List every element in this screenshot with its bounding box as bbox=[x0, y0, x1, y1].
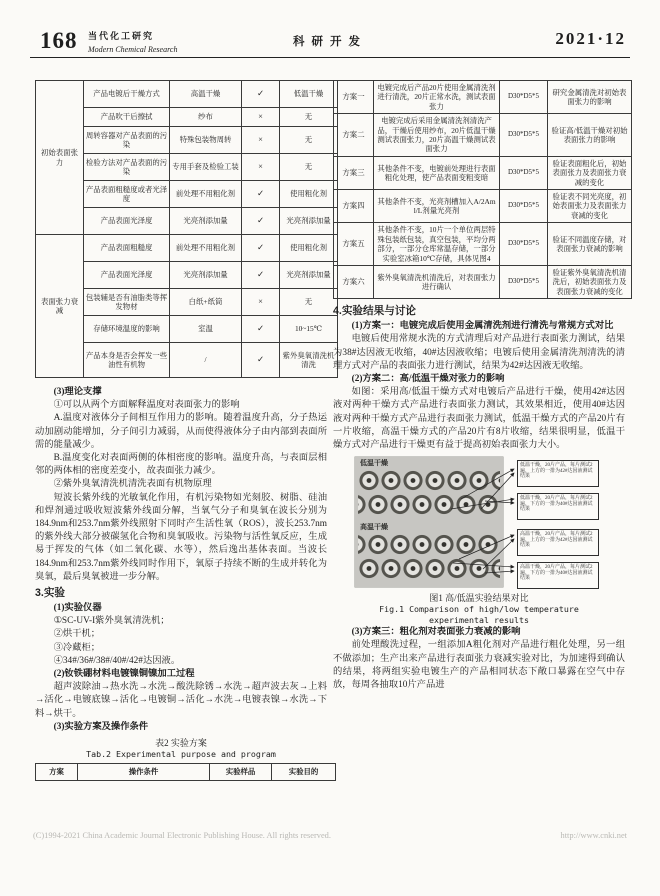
instrument-item: ①SC-UV-I紫外臭氧清洗机； bbox=[53, 616, 170, 627]
plan-cell: 方案二 bbox=[334, 114, 374, 157]
experiment-sub3: (3)实验方案及操作条件 bbox=[53, 721, 149, 732]
low-temp-panel bbox=[355, 457, 503, 521]
theory-heading: (3)理论支撑 bbox=[53, 387, 102, 397]
experiment-sub2: (2)钕铁硼材料电镀镍铜镍加工过程 bbox=[53, 669, 195, 680]
mark-cell: ✓ bbox=[242, 316, 280, 343]
purpose-cell: 研究金属清洗对初始表面张力的影响 bbox=[548, 81, 632, 114]
figure1-caption-cn: 图1 高/低温实验结果对比 bbox=[429, 593, 529, 604]
condition-cell: 特殊包装物周转 bbox=[170, 127, 242, 154]
copyright-text: (C)1994-2021 China Academic Journal Electronic Publishing House. All rights reserved. bbox=[33, 831, 331, 840]
table-row bbox=[334, 190, 632, 223]
item-cell: 产品电镀后干燥方式 bbox=[84, 81, 170, 108]
section-4-heading: 4.实验结果与讨论 bbox=[333, 305, 416, 318]
mark-cell: ✓ bbox=[242, 262, 280, 289]
header-cell: 实验样品 bbox=[210, 764, 272, 781]
purpose-cell: 验证紫外臭氧清洗机清洗后，初始表面张力及表面张力衰减的变化 bbox=[548, 265, 632, 298]
results-para2: 如图：采用高/低温干燥方式对电镀后产品进行干燥，使用42#达因液对两种干燥方式产品进行表面张力测试，其效果相近，使用40#达因液对两种干燥方式产品进行表面张力测试，低温干燥方式的产品20片有一片收缩，高温干燥方式的产品20片有8片收缩，结果很明显，低温干燥方式对产品进行干燥更有益于提高初始表面张力大小。 bbox=[333, 387, 625, 450]
alt-cell: 光亮剂添加量 bbox=[280, 208, 338, 235]
surface-tension-factors-table bbox=[35, 80, 338, 378]
mark-cell: × bbox=[242, 154, 280, 181]
operation-cell: 电镀完成后采用金属清洗剂清洗产品，干燥后使用纱布，20片低温干燥测试表面张力，20片高温干燥测试表面张力 bbox=[374, 114, 500, 157]
callout-box: 低温干燥，20片产品，每片测试2遍，上方的一排为42#达因液测试结果 bbox=[517, 460, 599, 487]
theory-para-b: B.温度变化对表面两侧的体相密度的影响。温度升高，与表面层相邻的两体相的密度差变小，故表面张力减少。 bbox=[35, 453, 327, 477]
issue-label: 2021·12 bbox=[555, 29, 626, 48]
sample-cell: D30*D5*5 bbox=[500, 223, 548, 266]
sample-cell: D30*D5*5 bbox=[500, 156, 548, 189]
section-3-heading: 3.实验 bbox=[35, 587, 66, 600]
figure-photo bbox=[355, 457, 503, 587]
item-cell: 产品表面光泽度 bbox=[84, 262, 170, 289]
left-column bbox=[35, 80, 335, 781]
results-sub3: (3)方案三：粗化剂对表面张力衰减的影响 bbox=[351, 627, 521, 638]
results-para3: 前处理酸洗过程，一组添加A粗化剂对产品进行粗化处理，另一组不做添加；生产出来产品进行表面张力衰减实验对比，为加速得到确认的结果，将两组实验电镀生产的产品相同状态下敞口暴露在空气中存放，每周各抽取10片产品进 bbox=[333, 640, 625, 690]
sample-cell: D30*D5*5 bbox=[500, 265, 548, 298]
alt-cell: 光亮剂添加量 bbox=[280, 262, 338, 289]
purpose-cell: 验证表不同光亮度，初始表面张力及表面张力衰减的变化 bbox=[548, 190, 632, 223]
theory-para-a: A.温度对液体分子间相互作用力的影响。随着温度升高，分子热运动加剧动能增加，分子间引力减弱，从而使得液体分子由内部到表面所需的能量减少。 bbox=[35, 413, 327, 450]
page-number: 168 bbox=[40, 28, 78, 53]
mark-cell: ✓ bbox=[242, 81, 280, 108]
mark-cell: ✓ bbox=[242, 343, 280, 378]
mark-cell: × bbox=[242, 108, 280, 127]
item-cell: 产品本身是否会挥发一些油性有机物 bbox=[84, 343, 170, 378]
table2-header bbox=[35, 763, 336, 781]
magnet-ring-row bbox=[358, 533, 500, 556]
group-label-cell: 表面张力衰减 bbox=[36, 235, 84, 378]
group-label-cell: 初始表面张力 bbox=[36, 81, 84, 235]
instrument-item: ④34#/36#/38#/40#/42#达因液。 bbox=[53, 655, 181, 666]
experiment-plan-table bbox=[333, 80, 632, 299]
magnet-ring-row bbox=[358, 469, 500, 492]
operation-cell: 其他条件不变，电镀前处理进行表面粗化处理，使产品表面变粗变暗 bbox=[374, 156, 500, 189]
alt-cell: 无 bbox=[280, 154, 338, 181]
table2-caption-en: Tab.2 Experimental purpose and program bbox=[86, 749, 276, 760]
plan-cell: 方案五 bbox=[334, 223, 374, 266]
table-row bbox=[334, 223, 632, 266]
purpose-cell: 验证不同温度存储，对表面张力衰减的影响 bbox=[548, 223, 632, 266]
item-cell: 包装辅是否有油脂类等挥发物材 bbox=[84, 289, 170, 316]
experiment-sub1: (1)实验仪器 bbox=[53, 603, 102, 614]
condition-cell: 光亮剂添加量 bbox=[170, 262, 242, 289]
figure1-caption-en: Fig.1 Comparison of high/low temperature bbox=[379, 604, 579, 615]
operation-cell: 其他条件不变，10片一个单位两层特殊包装纸包装，真空包装，平均分两部分，一部分仓库常温存储，一部分实验室冰箱10℃存储，具体见图4 bbox=[374, 223, 500, 266]
callout-box: 高温干燥，20片产品，每片测试2遍，上方的一排为42#达因液测试结果 bbox=[517, 529, 599, 556]
page-footer bbox=[33, 831, 627, 841]
mark-cell: ✓ bbox=[242, 235, 280, 262]
condition-cell: 纱布 bbox=[170, 108, 242, 127]
table-header-row bbox=[36, 764, 336, 781]
sample-cell: D30*D5*5 bbox=[500, 190, 548, 223]
alt-cell: 使用粗化剂 bbox=[280, 181, 338, 208]
operation-cell: 电镀完成后产品20片使用金属清洗剂进行清洗，20片正常水洗，测试表面张力 bbox=[374, 81, 500, 114]
plan-cell: 方案一 bbox=[334, 81, 374, 114]
table-row bbox=[334, 156, 632, 189]
item-cell: 存储环境温度的影响 bbox=[84, 316, 170, 343]
condition-cell: 前处理不用粗化剂 bbox=[170, 235, 242, 262]
plan-cell: 方案三 bbox=[334, 156, 374, 189]
table-row bbox=[36, 235, 338, 262]
results-sub2: (2)方案二：高/低温干燥对张力的影响 bbox=[351, 373, 505, 384]
header-cell: 实验目的 bbox=[272, 764, 336, 781]
section-label: 科研开发 bbox=[293, 36, 367, 48]
alt-cell: 低温干燥 bbox=[280, 81, 338, 108]
results-sub1: (1)方案一：电镀完成后使用金属清洗剂进行清洗与常规方式对比 bbox=[351, 321, 614, 332]
journal-name-cn: 当代化工研究 bbox=[88, 31, 155, 41]
table-row bbox=[334, 81, 632, 114]
item-cell: 产品表面粗糙度或者光泽度 bbox=[84, 181, 170, 208]
callout-box: 高温干燥，20片产品，每片测试2遍，下方的一排为40#达因液测试结果 bbox=[517, 562, 599, 589]
sample-cell: D30*D5*5 bbox=[500, 114, 548, 157]
magnet-ring-row bbox=[358, 557, 500, 580]
right-column bbox=[333, 80, 628, 692]
table-row bbox=[334, 265, 632, 298]
theory-point-2: ②紫外臭氧清洗机清洗表面有机物原理 bbox=[53, 479, 212, 490]
callout-box: 低温干燥，20片产品，每片测试2遍，下方的一排为40#达因液测试结果 bbox=[517, 493, 599, 520]
item-cell: 产品吹干后擦拭 bbox=[84, 108, 170, 127]
condition-cell: 前处理不用粗化剂 bbox=[170, 181, 242, 208]
table2-caption-cn: 表2 实验方案 bbox=[155, 738, 207, 749]
condition-cell: 专用手套及检验工装 bbox=[170, 154, 242, 181]
purpose-cell: 验证表面粗化后，初始表面张力及表面张力衰减的变化 bbox=[548, 156, 632, 189]
alt-cell: 无 bbox=[280, 108, 338, 127]
high-temp-panel bbox=[355, 521, 503, 585]
condition-cell: 光亮剂添加量 bbox=[170, 208, 242, 235]
alt-cell: 无 bbox=[280, 289, 338, 316]
theory-para-uv: 短波长紫外线的光敏氧化作用，有机污染物如光刻胶、树脂、硅油和焊剂通过吸收短波紫外线面分解，当氧气分子和臭氧在波长分别为184.9nm和253.7nm紫外线照射下同时产生活性氧（ROS），波长253.7nm的紫外线大部分被碳氢化合物和臭氧吸收。污染物与活性氧反应，生成易于挥发的气体（如二氧化碳、水等），然后逸出基体表面。当波长184.9nm和253.7nm紫外线同时作用下，氧原子持续不断的生成并转化为臭氧，最后臭氧被进一步分解。 bbox=[35, 492, 327, 582]
condition-cell: 室温 bbox=[170, 316, 242, 343]
condition-cell: 白纸+纸筒 bbox=[170, 289, 242, 316]
table-row bbox=[334, 114, 632, 157]
alt-cell: 10~15℃ bbox=[280, 316, 338, 343]
figure-1 bbox=[333, 457, 625, 591]
condition-cell: / bbox=[170, 343, 242, 378]
results-para1: 电镀后使用常规水洗的方式清理后对产品进行表面张力测试，结果为38#达因液无收缩，40#达因液收缩；电镀后使用金属清洗剂清洗的清理方式对产品的表面张力进行测试，结果为42#达因液无收缩。 bbox=[333, 334, 625, 371]
theory-point-1: ①可以从两个方面解释温度对表面张力的影响 bbox=[53, 400, 240, 411]
footer-url: http://www.cnki.net bbox=[560, 831, 627, 840]
figure1-caption-en2: experimental results bbox=[429, 615, 529, 626]
purpose-cell: 验证高/低温干燥对初始表面张力的影响 bbox=[548, 114, 632, 157]
instrument-item: ③冷藏柜； bbox=[53, 642, 101, 653]
alt-cell: 使用粗化剂 bbox=[280, 235, 338, 262]
table-row bbox=[36, 81, 338, 108]
page-header bbox=[30, 26, 630, 56]
mark-cell: ✓ bbox=[242, 208, 280, 235]
magnet-ring-row bbox=[358, 493, 500, 516]
item-cell: 产品表面粗糙度 bbox=[84, 235, 170, 262]
sample-cell: D30*D5*5 bbox=[500, 81, 548, 114]
condition-cell: 高温干燥 bbox=[170, 81, 242, 108]
alt-cell: 紫外臭氧清洗机清洗 bbox=[280, 343, 338, 378]
mark-cell: × bbox=[242, 127, 280, 154]
journal-name-en: Modern Chemical Research bbox=[88, 45, 178, 54]
high-temp-label: 高温干燥 bbox=[360, 524, 388, 532]
mark-cell: × bbox=[242, 289, 280, 316]
process-flow: 超声波除油→热水洗→水洗→酸洗除锈→水洗→超声波去灰→上料→活化→电镀底镍→活化→电镀铜→活化→水洗→电镀表镍→水洗→下料→烘干。 bbox=[35, 682, 327, 719]
header-cell: 方案 bbox=[36, 764, 78, 781]
mark-cell: ✓ bbox=[242, 181, 280, 208]
item-cell: 周转容器对产品表面的污染 bbox=[84, 127, 170, 154]
item-cell: 产品表面光泽度 bbox=[84, 208, 170, 235]
plan-cell: 方案四 bbox=[334, 190, 374, 223]
item-cell: 检验方法对产品表面的污染 bbox=[84, 154, 170, 181]
operation-cell: 其他条件不变，光亮剂槽加入A/2Aml/L剂量光亮剂 bbox=[374, 190, 500, 223]
alt-cell: 无 bbox=[280, 127, 338, 154]
low-temp-label: 低温干燥 bbox=[360, 460, 388, 468]
header-rule bbox=[30, 57, 630, 58]
header-cell: 操作条件 bbox=[78, 764, 210, 781]
instrument-item: ②烘干机； bbox=[53, 629, 101, 640]
operation-cell: 紫外臭氧清洗机清洗后，对表面张力进行确认 bbox=[374, 265, 500, 298]
plan-cell: 方案六 bbox=[334, 265, 374, 298]
